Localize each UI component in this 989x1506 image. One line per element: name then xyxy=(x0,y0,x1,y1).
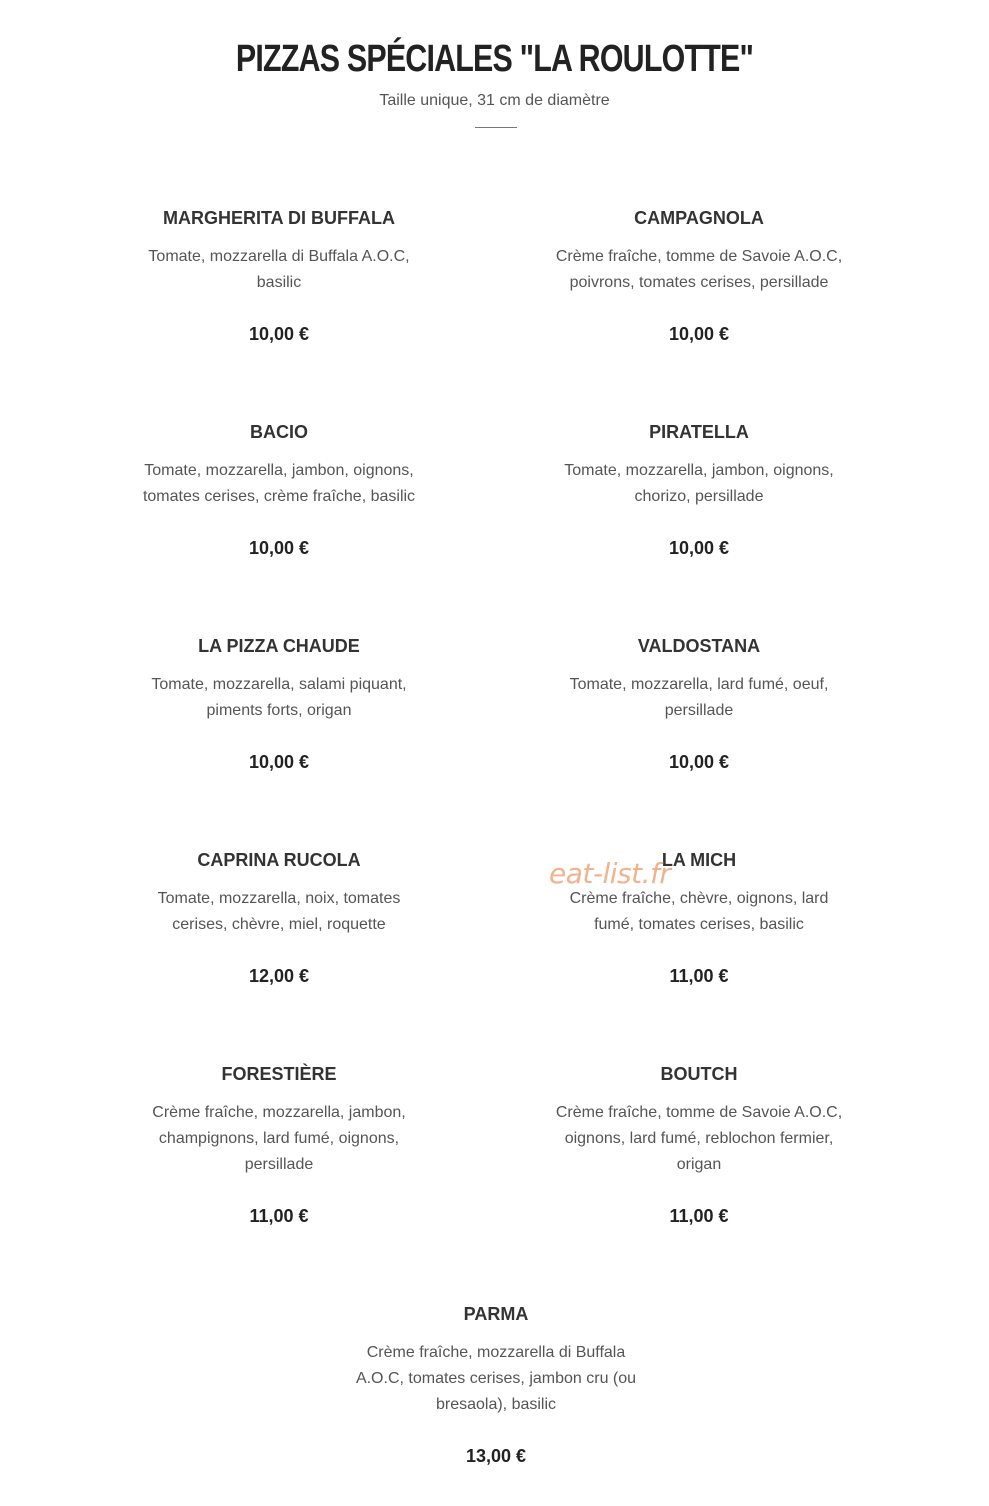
menu-item-bacio xyxy=(129,420,429,560)
item-description: Tomate, mozzarella, noix, tomates cerises, chèvre, miel, roquette xyxy=(157,890,401,933)
item-price: 10,00 € xyxy=(248,324,310,344)
item-price: 10,00 € xyxy=(248,752,310,772)
item-name: MARGHERITA DI BUFFALA xyxy=(163,208,395,228)
item-name: BOUTCH xyxy=(660,1064,738,1084)
item-price: 12,00 € xyxy=(248,966,310,986)
item-description: Crème fraîche, mozzarella di Buffala A.O.C, tomates cerises, jambon cru (ou bresaola), basilic xyxy=(355,1344,637,1413)
item-description: Tomate, mozzarella, jambon, oignons, tomates cerises, crème fraîche, basilic xyxy=(142,462,416,505)
watermark-logo: eat-list.fr xyxy=(549,857,671,890)
item-description: Crème fraîche, tomme de Savoie A.O.C, oignons, lard fumé, reblochon fermier, origan xyxy=(555,1104,843,1173)
item-description: Tomate, mozzarella di Buffala A.O.C, basilic xyxy=(148,248,410,291)
item-price: 10,00 € xyxy=(668,752,730,772)
menu-item-parma xyxy=(346,1302,646,1468)
item-price: 10,00 € xyxy=(248,538,310,558)
menu-item-piratella xyxy=(549,420,849,560)
item-price: 10,00 € xyxy=(668,324,730,344)
item-price: 13,00 € xyxy=(465,1446,527,1466)
item-description: Crème fraîche, tomme de Savoie A.O.C, poivrons, tomates cerises, persillade xyxy=(555,248,843,291)
item-name: PIRATELLA xyxy=(649,422,749,442)
menu-item-la-pizza-chaude xyxy=(129,634,429,774)
item-description: Crème fraîche, mozzarella, jambon, champignons, lard fumé, oignons, persillade xyxy=(152,1104,406,1173)
item-name: LA PIZZA CHAUDE xyxy=(198,636,360,656)
menu-item-campagnola xyxy=(549,206,849,346)
item-name: FORESTIÈRE xyxy=(221,1064,337,1084)
item-name: VALDOSTANA xyxy=(637,636,761,656)
item-price: 11,00 € xyxy=(669,1206,729,1226)
item-name: CAMPAGNOLA xyxy=(634,208,764,228)
item-name: LA MICH xyxy=(661,850,737,870)
item-price: 11,00 € xyxy=(249,1206,309,1226)
item-price: 11,00 € xyxy=(669,966,729,986)
item-description: Tomate, mozzarella, lard fumé, oeuf, persillade xyxy=(569,676,829,719)
menu-item-forestiere xyxy=(129,1062,429,1228)
menu-item-caprina-rucola xyxy=(129,848,429,988)
item-name: BACIO xyxy=(250,422,308,442)
item-name: PARMA xyxy=(463,1304,529,1324)
item-price: 10,00 € xyxy=(668,538,730,558)
menu-item-valdostana xyxy=(549,634,849,774)
item-description: Tomate, mozzarella, jambon, oignons, chorizo, persillade xyxy=(564,462,834,505)
item-description: Crème fraîche, chèvre, oignons, lard fumé, tomates cerises, basilic xyxy=(569,890,829,933)
menu-item-boutch xyxy=(549,1062,849,1228)
page-subtitle: Taille unique, 31 cm de diamètre xyxy=(379,92,610,109)
page-title: PIZZAS SPÉCIALES "LA ROULOTTE" xyxy=(235,38,754,80)
menu-item-margherita-di-buffala xyxy=(129,206,429,346)
title-divider xyxy=(475,127,517,128)
item-description: Tomate, mozzarella, salami piquant, piments forts, origan xyxy=(151,676,407,719)
item-name: CAPRINA RUCOLA xyxy=(197,850,361,870)
